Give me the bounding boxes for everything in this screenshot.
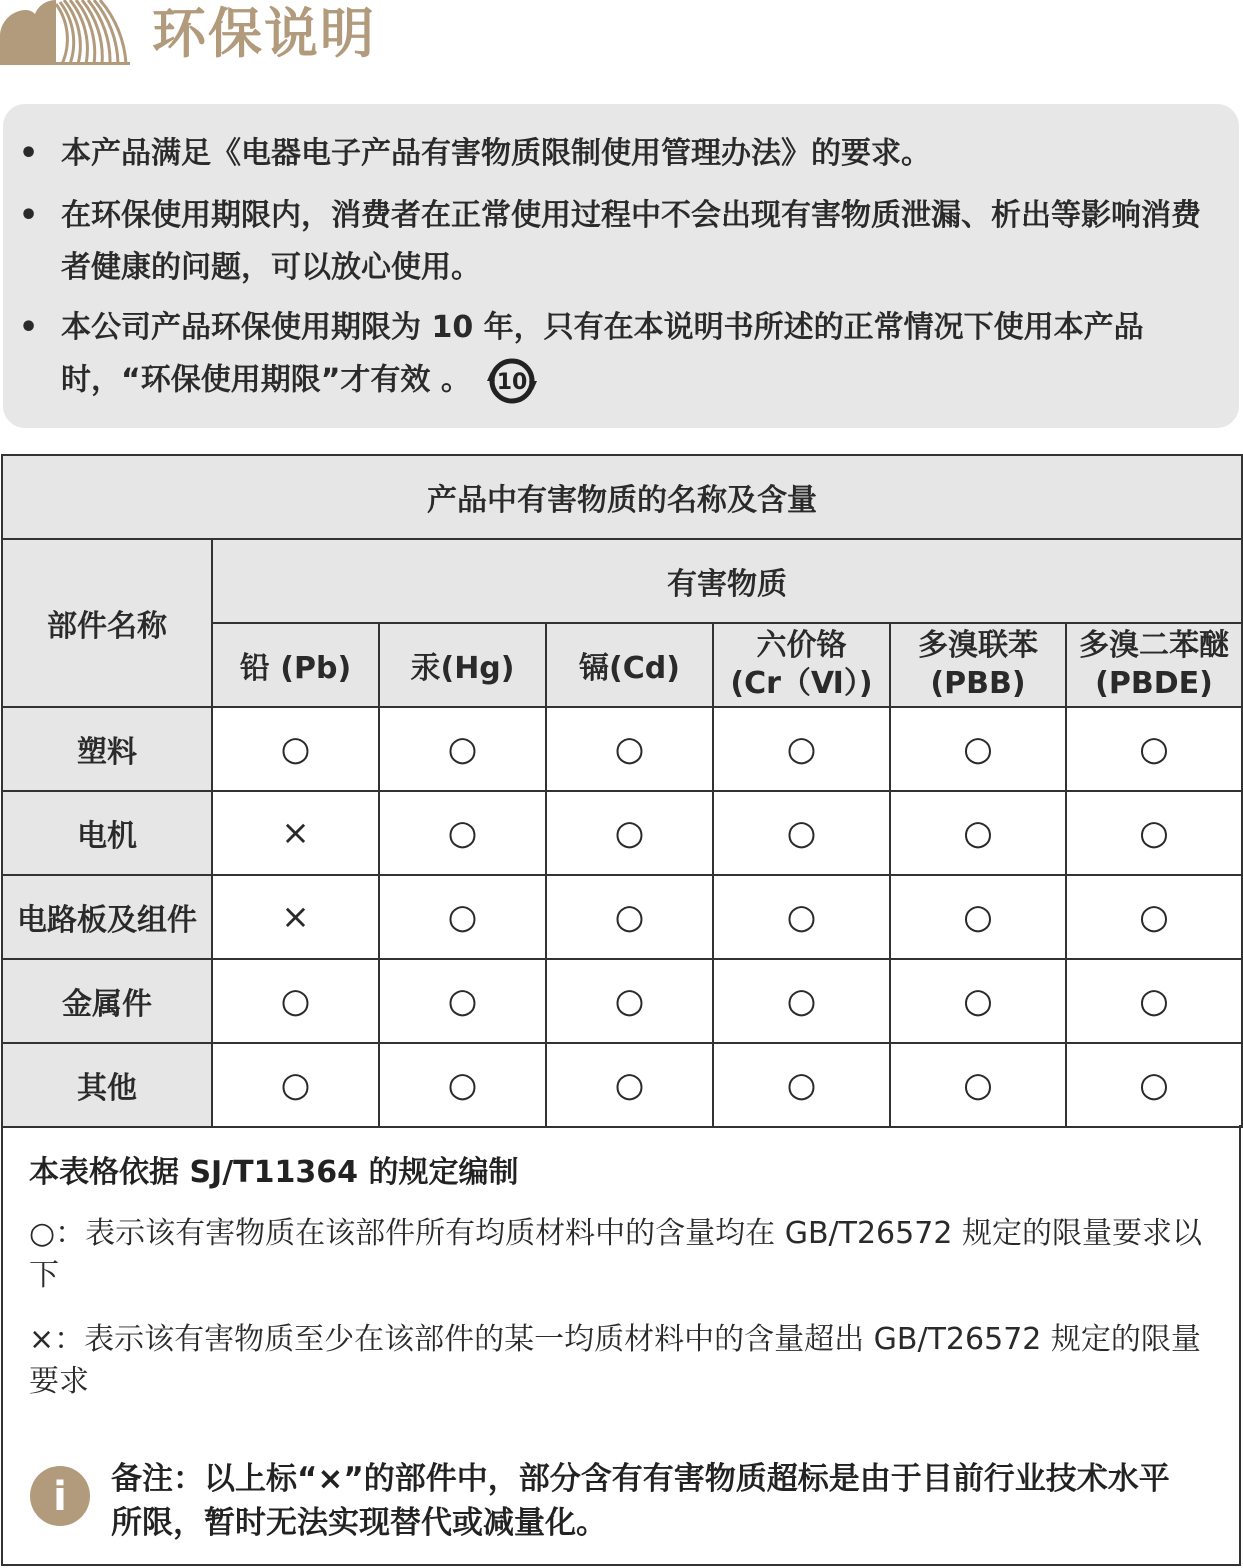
within-limit-cell: ○ (890, 959, 1066, 1043)
within-limit-cell: ○ (890, 791, 1066, 875)
bullet-icon: • (19, 136, 39, 171)
eco-period-seal-icon (485, 354, 539, 408)
environmental-notice-panel (3, 104, 1239, 428)
table-title: 产品中有害物质的名称及含量 (2, 455, 1242, 539)
within-limit-cell: ○ (890, 875, 1066, 959)
page-title: 环保说明 (152, 2, 376, 65)
within-limit-cell: ○ (713, 791, 890, 875)
within-limit-cell: ○ (1066, 875, 1242, 959)
cross-symbol-note: ×：表示该有害物质至少在该部件的某一均质材料中的含量超出 GB/T26572 规定的限量要求 (29, 1322, 1201, 1399)
substance-header-pbde: 多溴二苯醚 (PBDE) (1066, 623, 1242, 707)
part-name-cell: 金属件 (2, 959, 212, 1043)
within-limit-cell: ○ (212, 707, 379, 791)
within-limit-cell: ○ (546, 791, 713, 875)
part-name-cell: 其他 (2, 1043, 212, 1127)
table-notes (1, 1125, 1241, 1566)
exceeds-limit-cell: × (212, 791, 379, 875)
within-limit-cell: ○ (890, 1043, 1066, 1127)
within-limit-cell: ○ (890, 707, 1066, 791)
hazardous-substances-table (1, 454, 1243, 1128)
notice-item-text: 本公司产品环保使用期限为 10 年，只有在本说明书所述的正常情况下使用本产品时，“环保使用期限”才有效 。 (61, 310, 1144, 398)
info-icon-label: i (53, 1474, 67, 1520)
table-row (2, 707, 1242, 791)
exceeds-limit-cell: × (212, 875, 379, 959)
notice-item (19, 302, 1211, 408)
within-limit-cell: ○ (1066, 707, 1242, 791)
table-row (2, 959, 1242, 1043)
substance-header-cd: 镉(Cd) (546, 623, 713, 707)
within-limit-cell: ○ (713, 959, 890, 1043)
substance-header-pb: 铅 (Pb) (212, 623, 379, 707)
part-name-cell: 塑料 (2, 707, 212, 791)
within-limit-cell: ○ (379, 707, 546, 791)
within-limit-cell: ○ (713, 875, 890, 959)
part-name-header: 部件名称 (2, 539, 212, 707)
within-limit-cell: ○ (546, 1043, 713, 1127)
header (0, 0, 1243, 72)
within-limit-cell: ○ (379, 959, 546, 1043)
within-limit-cell: ○ (1066, 959, 1242, 1043)
table-row (2, 1043, 1242, 1127)
notice-item (19, 190, 1211, 294)
within-limit-cell: ○ (713, 1043, 890, 1127)
part-name-cell: 电路板及组件 (2, 875, 212, 959)
within-limit-cell: ○ (1066, 1043, 1242, 1127)
within-limit-cell: ○ (379, 791, 546, 875)
notice-item-text: 在环保使用期限内，消费者在正常使用过程中不会出现有害物质泄漏、析出等影响消费者健康的问题，可以放心使用。 (61, 198, 1201, 285)
remark-note: 备注：以上标“×”的部件中，部分含有有害物质超标是由于目前行业技术水平所限，暂时无法实现替代或减量化。 (111, 1461, 1170, 1541)
within-limit-cell: ○ (212, 959, 379, 1043)
within-limit-cell: ○ (713, 707, 890, 791)
substance-header-hg: 汞(Hg) (379, 623, 546, 707)
notice-item (19, 128, 1211, 180)
within-limit-cell: ○ (379, 875, 546, 959)
within-limit-cell: ○ (1066, 791, 1242, 875)
within-limit-cell: ○ (379, 1043, 546, 1127)
brand-logo-icon (0, 0, 130, 70)
within-limit-cell: ○ (546, 959, 713, 1043)
part-name-cell: 电机 (2, 791, 212, 875)
table-row (2, 875, 1242, 959)
bullet-icon: • (19, 198, 39, 233)
notice-item-text: 本产品满足《电器电子产品有害物质限制使用管理办法》的要求。 (61, 136, 931, 171)
table-row (2, 791, 1242, 875)
info-icon (29, 1465, 91, 1527)
circle-symbol-note: ○：表示该有害物质在该部件所有均质材料中的含量均在 GB/T26572 规定的限量要求以下 (29, 1216, 1202, 1293)
standard-basis-note: 本表格依据 SJ/T11364 的规定编制 (29, 1155, 519, 1190)
seal-label: 10 (497, 370, 528, 395)
substance-header-pbb: 多溴联苯 (PBB) (890, 623, 1066, 707)
substance-group-header: 有害物质 (212, 539, 1242, 623)
substance-header-cr6: 六价铬 (Cr（Ⅵ）) (713, 623, 890, 707)
bullet-icon: • (19, 310, 39, 345)
within-limit-cell: ○ (546, 875, 713, 959)
within-limit-cell: ○ (212, 1043, 379, 1127)
within-limit-cell: ○ (546, 707, 713, 791)
